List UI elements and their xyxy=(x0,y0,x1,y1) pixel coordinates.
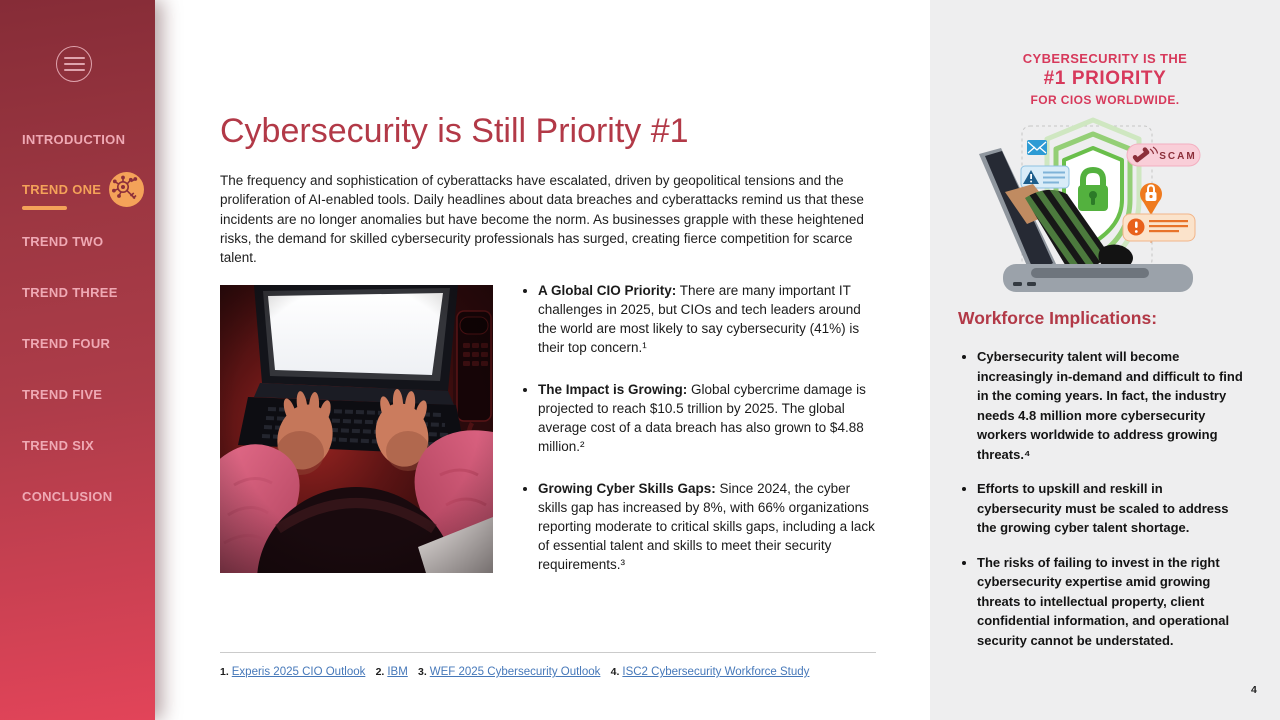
source-item xyxy=(376,666,408,678)
sidebar xyxy=(0,0,155,720)
sidebar-item-label: TREND ONE xyxy=(22,182,102,197)
footer-divider xyxy=(220,652,876,653)
laptop-base xyxy=(1003,264,1193,292)
source-item xyxy=(418,666,600,678)
source-link-ibm[interactable]: IBM xyxy=(387,666,408,678)
list-item: • The risks of failing to invest in the right cybersecurity expertise amid growing threats to intellectual property, client confidential information, and operational security cannot be understated. xyxy=(977,553,1245,651)
list-item xyxy=(538,479,883,574)
page-title: Cybersecurity is Still Priority #1 xyxy=(220,112,689,150)
intro-paragraph: The frequency and sophistication of cyberattacks have escalated, driven by geopolitical tensions and the proliferation of AI-enabled tools. Daily headlines about data breaches and cyberattacks remind us that these incidents are no longer anomalies but have become the norm. As businesses grapple with these heightened risks, the demand for skilled cybersecurity professionals has surged, creating fierce competition for scarce talent. xyxy=(220,173,864,266)
headline-line-2: #1 PRIORITY xyxy=(1043,68,1167,89)
source-number: 2. xyxy=(375,666,385,678)
sidebar-item-trend-five[interactable]: TREND FIVE xyxy=(22,387,103,402)
list-item xyxy=(538,380,883,456)
hamburger-menu-icon[interactable] xyxy=(56,46,92,82)
source-link-isc2[interactable]: ISC2 Cybersecurity Workforce Study xyxy=(622,666,810,678)
bullet-text: Since 2024, the cyber skills gap has increased by 8%, with 66% organizations reporting moderate to critical skills gaps, including a lack of essential talent and skills to meet their security requirements.³ xyxy=(538,481,875,572)
email-icon xyxy=(1027,140,1047,155)
scam-label: SCAM xyxy=(1159,151,1197,162)
sidebar-item-trend-one[interactable] xyxy=(22,172,144,207)
active-item-underline xyxy=(22,206,67,210)
headline-line-1: CYBERSECURITY IS THE xyxy=(1022,51,1188,66)
bullet-text: There are many important IT challenges in 2025, but CIOs and tech leaders around the world are most likely to say cybersecurity (41%) is their top concern.¹ xyxy=(538,283,861,355)
hacker-laptop-photo xyxy=(220,285,493,573)
list-item: • Efforts to upskill and reskill in cybersecurity must be scaled to address the growing cyber talent shortage. xyxy=(977,479,1245,538)
panel-headline xyxy=(930,51,1280,107)
bullet-lead: Growing Cyber Skills Gaps: xyxy=(538,481,716,496)
list-item: • Cybersecurity talent will become increasingly in-demand and difficult to find in the coming years. In fact, the industry needs 4.8 million more cybersecurity workers worldwide to address growing threats.⁴ xyxy=(977,347,1245,464)
security-shield-illustration xyxy=(975,106,1205,296)
sidebar-item-conclusion[interactable]: CONCLUSION xyxy=(22,489,113,504)
sidebar-item-introduction[interactable]: INTRODUCTION xyxy=(22,132,126,147)
menu-bar xyxy=(64,57,85,59)
sidebar-item-trend-two[interactable]: TREND TWO xyxy=(22,234,104,249)
location-lock-pin xyxy=(1140,183,1162,215)
list-item xyxy=(538,281,883,357)
workforce-implications-list xyxy=(958,347,1245,665)
source-item xyxy=(220,666,365,678)
source-link-experis[interactable]: Experis 2025 CIO Outlook xyxy=(231,666,366,678)
source-number: 1. xyxy=(220,666,229,678)
source-number: 4. xyxy=(610,666,620,678)
source-link-wef[interactable]: WEF 2025 Cybersecurity Outlook xyxy=(429,666,601,678)
warning-message-icon xyxy=(1123,214,1195,241)
sidebar-item-trend-six[interactable]: TREND SIX xyxy=(22,438,95,453)
page-number: 4 xyxy=(1251,684,1257,696)
bullet-text: Global cybercrime damage is projected to reach $10.5 trillion by 2025. The global average cost of a data breach has also grown to $4.88 million.² xyxy=(538,382,866,454)
menu-bar xyxy=(64,63,85,65)
right-panel xyxy=(930,0,1280,720)
menu-bar xyxy=(64,69,85,71)
bullet-lead: The Impact is Growing: xyxy=(538,382,688,397)
sidebar-item-trend-four[interactable]: TREND FOUR xyxy=(22,336,111,351)
alert-message-icon xyxy=(1021,166,1069,188)
source-item xyxy=(611,666,810,678)
scam-call-badge xyxy=(1127,144,1200,166)
source-number: 3. xyxy=(417,666,427,678)
workforce-implications-title: Workforce Implications: xyxy=(958,308,1158,328)
sidebar-item-trend-three[interactable]: TREND THREE xyxy=(22,285,118,300)
headline-line-3: FOR CIOS WORLDWIDE. xyxy=(1030,93,1180,107)
bullet-lead: A Global CIO Priority: xyxy=(538,283,677,298)
main-content xyxy=(155,0,930,720)
key-points-list xyxy=(519,281,883,597)
virus-search-icon xyxy=(109,172,144,207)
sources-line xyxy=(220,666,816,678)
